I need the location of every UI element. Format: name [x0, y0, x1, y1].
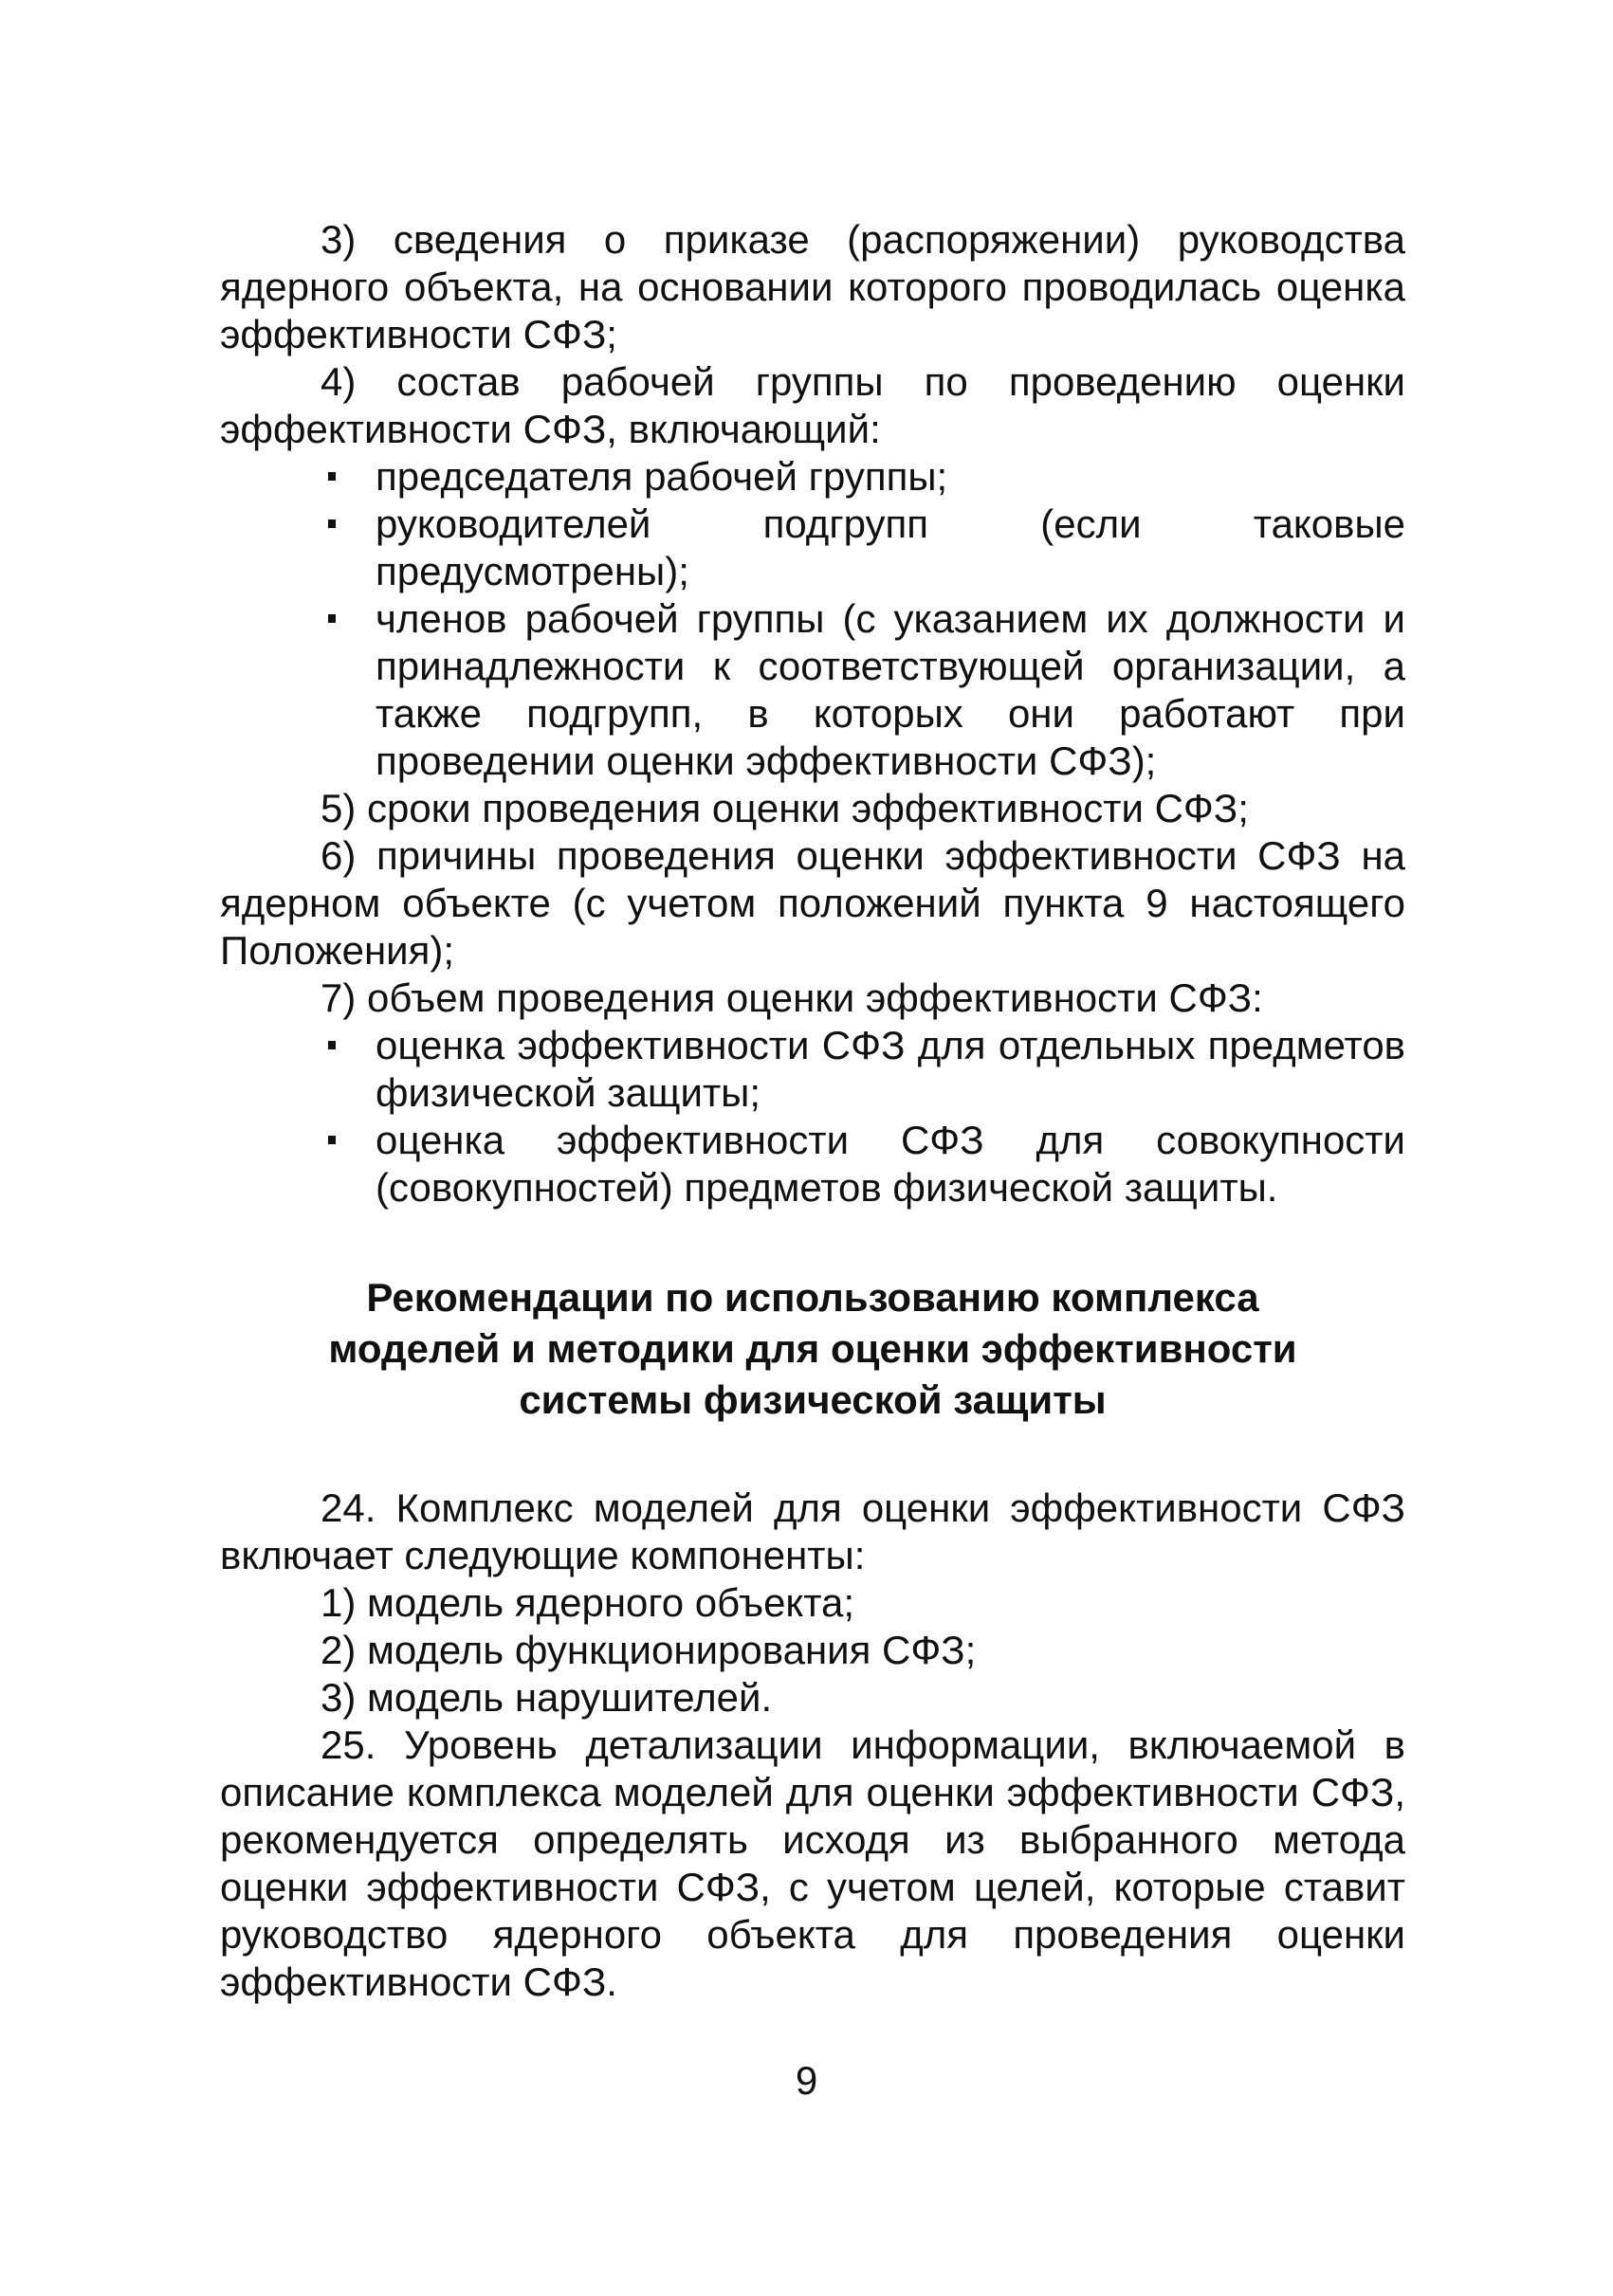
bullet-marker	[328, 1136, 336, 1144]
item-5: 5) сроки проведения оценки эффективности СФЗ;	[321, 786, 1249, 830]
bullet-marker	[328, 519, 336, 528]
page-number: 9	[795, 2058, 818, 2103]
list-item-text: оценка эффективности СФЗ для совокупности (совокупностей) предметов физической защиты.	[376, 1118, 1405, 1210]
list-item	[376, 595, 1405, 785]
component-3: 3) модель нарушителей.	[321, 1675, 773, 1720]
item-4: 4) состав рабочей группы по проведению оценки эффективности СФЗ, включающий:	[220, 359, 1405, 451]
item-6: 6) причины проведения оценки эффективности СФЗ на ядерном объекте (с учетом положений пункта 9 настоящего Положения);	[220, 833, 1405, 973]
list-item-text: членов рабочей группы (с указанием их должности и принадлежности к соответствующей организации, а также подгрупп, в которых они работают при проведении оценки эффективности СФЗ);	[376, 596, 1405, 783]
list-item	[376, 501, 1405, 595]
scope-list	[220, 1022, 1405, 1212]
paragraph-24: 24. Комплекс моделей для оценки эффективности СФЗ включает следующие компоненты:	[220, 1485, 1405, 1577]
bullet-marker	[328, 472, 336, 481]
list-item-text: председателя рабочей группы;	[376, 454, 948, 499]
component-1: 1) модель ядерного объекта;	[321, 1580, 855, 1625]
page-content	[220, 216, 1405, 2006]
section-heading	[220, 1272, 1405, 1426]
list-item	[376, 1117, 1405, 1212]
list-item	[376, 1022, 1405, 1117]
item-3: 3) сведения о приказе (распоряжении) руководства ядерного объекта, на основании которого проводилась оценка эффективности СФЗ;	[220, 217, 1405, 356]
component-2: 2) модель функционирования СФЗ;	[321, 1628, 977, 1672]
item-7: 7) объем проведения оценки эффективности СФЗ:	[321, 975, 1263, 1020]
section-heading-line: Рекомендации по использованию комплекса	[366, 1275, 1259, 1320]
list-item-text: руководителей подгрупп (если таковые предусмотрены);	[376, 501, 1405, 593]
list-item-text: оценка эффективности СФЗ для отдельных предметов физической защиты;	[376, 1023, 1405, 1115]
list-item	[376, 453, 1405, 501]
section-heading-line: системы физической защиты	[519, 1377, 1107, 1422]
bullet-marker	[328, 1041, 336, 1049]
work-group-list	[220, 453, 1405, 785]
bullet-marker	[328, 614, 336, 623]
section-heading-line: моделей и методики для оценки эффективности	[328, 1326, 1297, 1371]
paragraph-25: 25. Уровень детализации информации, включаемой в описание комплекса моделей для оценки эффективности СФЗ, рекомендуется определять исходя из выбранного метода оценки эффективности СФЗ, с учетом целей, которые ставит руководство ядерного объекта для проведения оценки эффективности СФЗ.	[220, 1722, 1405, 2004]
